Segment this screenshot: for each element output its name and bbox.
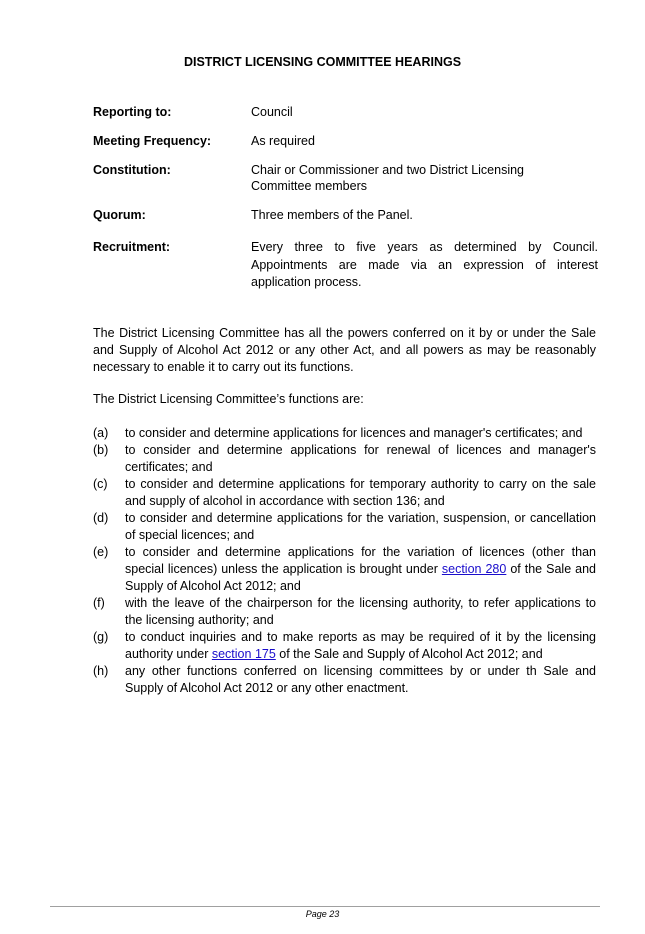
list-marker: (b) bbox=[93, 443, 109, 457]
list-marker: (h) bbox=[93, 664, 109, 678]
constitution-row bbox=[93, 162, 598, 194]
section-175-link[interactable]: section 175 bbox=[211, 647, 276, 661]
footer-divider bbox=[50, 906, 600, 907]
list-item-text: any other functions conferred on licensing committees by or under th Sale and Supply of Alcohol Act 2012 or any other enactment. bbox=[125, 664, 596, 695]
list-item bbox=[93, 663, 596, 697]
list-item bbox=[93, 629, 596, 663]
page-number: Page 23 bbox=[305, 909, 340, 919]
quorum-label: Quorum: bbox=[93, 208, 146, 222]
recruitment-value: Every three to five years as determined by Council. Appointments are made via an expression of interest application process. bbox=[251, 240, 598, 289]
list-item-text-part: to consider and determine applications for the variation of licences (other than special licences) unless the application is brought under bbox=[125, 545, 596, 576]
list-marker: (a) bbox=[93, 426, 109, 440]
list-marker: (f) bbox=[93, 596, 105, 610]
list-item bbox=[93, 510, 596, 544]
functions-list bbox=[93, 425, 596, 697]
document-title: DISTRICT LICENSING COMMITTEE HEARINGS bbox=[183, 55, 462, 69]
list-item-text bbox=[125, 629, 596, 663]
list-marker: (g) bbox=[93, 630, 109, 644]
reporting-row bbox=[93, 104, 598, 120]
list-item-text-part: of the Sale and Supply of Alcohol Act 2012; and bbox=[275, 647, 543, 661]
constitution-value: Chair or Commissioner and two District Licensing Committee members bbox=[251, 163, 525, 193]
recruitment-label: Recruitment: bbox=[93, 240, 171, 254]
intro-paragraph: The District Licensing Committee has all the powers conferred on it by or under the Sale and Supply of Alcohol Act 2012 or any other Act, and all powers as may be reasonably necessary to enable it to carry out its functions. bbox=[93, 326, 596, 374]
list-item-text-part: of the Sale and Supply of Alcohol Act 2012; and bbox=[125, 562, 597, 593]
list-item bbox=[93, 476, 596, 510]
list-item-text bbox=[125, 544, 596, 595]
list-item-text: to consider and determine applications for temporary authority to carry on the sale and supply of alcohol in accordance with section 136; and bbox=[125, 477, 596, 508]
list-item-text-part: to conduct inquiries and to make reports as may be required of it by the licensing authority under bbox=[125, 630, 596, 661]
list-item-text: with the leave of the chairperson for the licensing authority, to refer applications to the licensing authority; and bbox=[125, 596, 596, 627]
list-item bbox=[93, 442, 596, 476]
list-marker: (d) bbox=[93, 511, 109, 525]
list-marker: (c) bbox=[93, 477, 108, 491]
reporting-value: Council bbox=[251, 105, 293, 119]
list-marker: (e) bbox=[93, 545, 109, 559]
list-item-text: to consider and determine applications for renewal of licences and manager's certificates; and bbox=[125, 443, 596, 474]
list-item bbox=[93, 595, 596, 629]
frequency-row bbox=[93, 133, 598, 149]
frequency-label: Meeting Frequency: bbox=[93, 134, 212, 148]
recruitment-row bbox=[93, 239, 598, 292]
list-item-text: to consider and determine applications for licences and manager's certificates; and bbox=[125, 426, 583, 440]
constitution-label: Constitution: bbox=[93, 163, 171, 177]
list-item bbox=[93, 544, 596, 595]
quorum-row bbox=[93, 207, 598, 223]
list-item bbox=[93, 425, 596, 442]
reporting-label: Reporting to: bbox=[93, 105, 172, 119]
committee-details bbox=[93, 104, 598, 292]
list-item-text: to consider and determine applications for the variation, suspension, or cancellation of special licences; and bbox=[125, 511, 596, 542]
quorum-value: Three members of the Panel. bbox=[251, 208, 413, 222]
section-280-link[interactable]: section 280 bbox=[441, 562, 507, 576]
frequency-value: As required bbox=[251, 134, 315, 148]
functions-heading: The District Licensing Committee’s functions are: bbox=[93, 392, 364, 406]
